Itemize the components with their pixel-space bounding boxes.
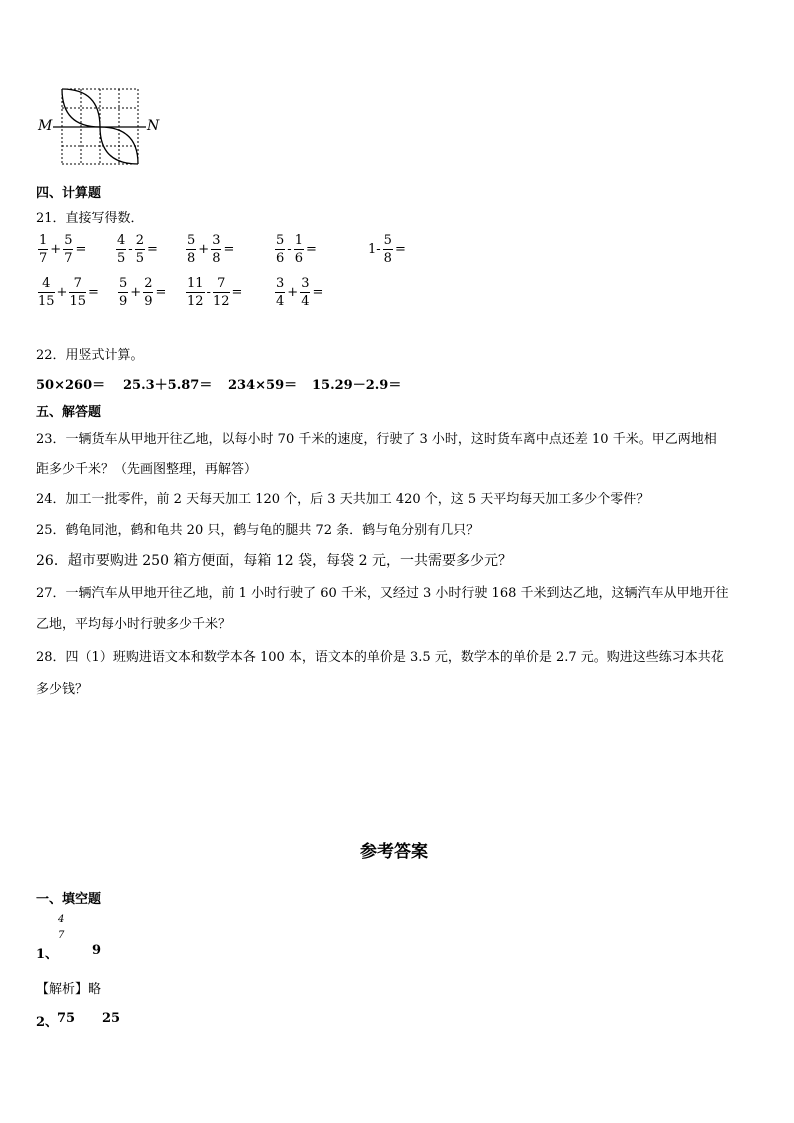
q21-expr-8: $\frac{11}{12}$ - $\frac{7}{12}$ =	[187, 276, 243, 309]
answers-title: 参考答案	[360, 842, 428, 862]
q22-item-3: 234×59＝	[228, 378, 298, 393]
answer1-fraction: 4 7	[58, 914, 65, 941]
section5-title: 五、解答题	[36, 405, 102, 420]
answers-section1-title: 一、填空题	[36, 892, 102, 907]
q21-expr-7: $\frac{5}{9}$ + $\frac{2}{9}$ =	[119, 276, 167, 309]
q23-line2: 距多少千米？（先画图整理，再解答）	[36, 462, 258, 477]
q22-item-2: 25.3＋5.87＝	[123, 378, 213, 393]
q21-expr-3: $\frac{5}{8}$ + $\frac{3}{8}$ =	[187, 233, 235, 266]
q22-item-4: 15.29－2.9＝	[312, 378, 402, 393]
q27-line1: 27．一辆汽车从甲地开往乙地，前 1 小时行驶了 60 千米，又经过 3 小时行驶 168 千米到达乙地，这辆汽车从甲地开往	[36, 586, 729, 601]
q22-item-1: 50×260＝	[36, 378, 106, 393]
q24: 24．加工一批零件，前 2 天每天加工 120 个，后 3 天共加工 420 个，这 5 天平均每天加工多少个零件？	[36, 492, 650, 507]
q21-expr-9: $\frac{3}{4}$ + $\frac{3}{4}$ =	[276, 276, 324, 309]
q21-expr-5: 1- $\frac{5}{8}$ =	[368, 233, 406, 266]
q21-expr-2: $\frac{4}{5}$ - $\frac{2}{5}$ =	[117, 233, 158, 266]
q28-line2: 多少钱？	[36, 682, 89, 697]
answer2-second: 25	[102, 1011, 121, 1026]
label-n: N	[147, 118, 160, 134]
answer2-prefix: 2、	[36, 1015, 59, 1030]
answer2-first: 75	[57, 1011, 76, 1026]
label-m: M	[38, 118, 53, 134]
q21-title: 21．直接写得数．	[36, 211, 144, 226]
q23-line1: 23．一辆货车从甲地开往乙地，以每小时 70 千米的速度，行驶了 3 小时，这时货车离中点还差 10 千米。甲乙两地相	[36, 432, 717, 447]
q25: 25．鹤龟同池，鹤和龟共 20 只，鹤与龟的腿共 72 条．鹤与龟分别有几只？	[36, 523, 480, 538]
q21-expr-1: $\frac{1}{7}$ + $\frac{5}{7}$ =	[39, 233, 87, 266]
answer1-analysis: 【解析】略	[36, 982, 102, 997]
q21-expr-6: $\frac{4}{15}$ + $\frac{7}{15}$ =	[38, 276, 99, 309]
q21-expr-4: $\frac{5}{6}$ - $\frac{1}{6}$ =	[276, 233, 317, 266]
answer1-second: 9	[92, 943, 102, 958]
q22-title: 22．用竖式计算。	[36, 348, 144, 363]
q27-line2: 乙地，平均每小时行驶多少千米？	[36, 617, 232, 632]
answer1-prefix: 1、	[36, 947, 59, 962]
section4-title: 四、计算题	[36, 186, 102, 201]
q26: 26．超市要购进 250 箱方便面，每箱 12 袋，每袋 2 元，一共需要多少元？	[36, 553, 512, 569]
q28-line1: 28．四（1）班购进语文本和数学本各 100 本，语文本的单价是 3.5 元，数学本的单价是 2.7 元。购进这些练习本共花	[36, 650, 724, 665]
